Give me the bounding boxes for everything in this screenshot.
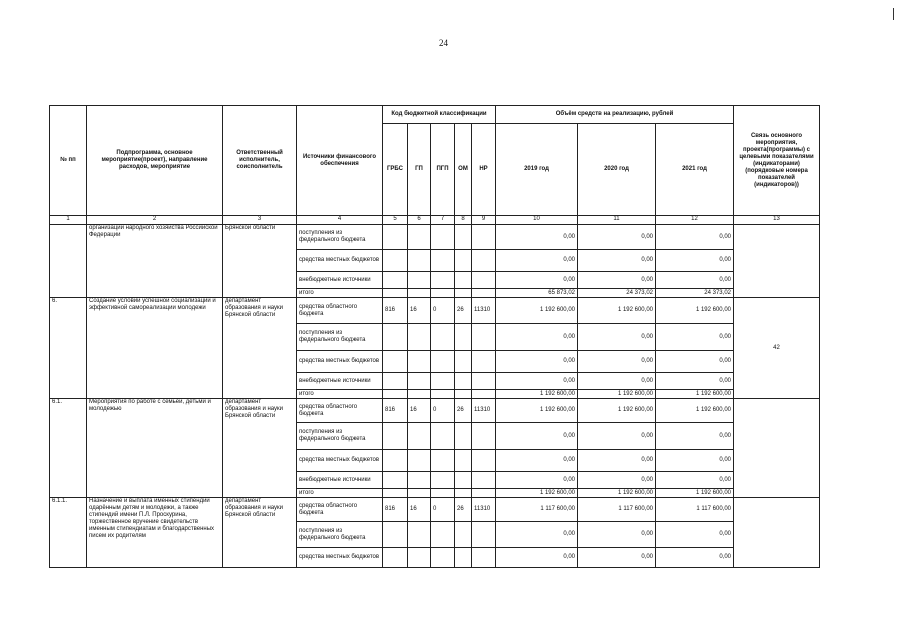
value-2019: 0,00	[496, 250, 578, 272]
row-executor: департамент образования и науки Брянской области	[223, 298, 297, 399]
code-om: 26	[455, 298, 472, 324]
value-2020: 1 192 600,00	[578, 298, 656, 324]
row-source: поступления из федерального бюджета	[297, 423, 383, 450]
value-2020: 0,00	[578, 472, 656, 489]
row-link	[734, 498, 820, 568]
code-grbs: 816	[383, 399, 408, 423]
value-2020: 0,00	[578, 548, 656, 568]
row-name: Мероприятия по работе с семьей, детьми и молодежью	[87, 399, 223, 498]
code-gp: 16	[408, 399, 431, 423]
page-number: 24	[439, 38, 448, 48]
row-source: итого	[297, 489, 383, 498]
column-number: 10	[496, 216, 578, 225]
value-2021: 0,00	[656, 351, 734, 373]
row-source: поступления из федерального бюджета	[297, 324, 383, 351]
value-2021: 0,00	[656, 548, 734, 568]
row-source: внебюджетные источники	[297, 373, 383, 390]
code-grbs: 816	[383, 298, 408, 324]
value-2021: 0,00	[656, 373, 734, 390]
code-pgp: 0	[431, 399, 455, 423]
value-2021: 24 373,02	[656, 289, 734, 298]
header-year-2019: 2019 год	[496, 124, 578, 216]
value-2020: 24 373,02	[578, 289, 656, 298]
column-number: 6	[408, 216, 431, 225]
value-2020: 0,00	[578, 250, 656, 272]
code-nr: 11310	[472, 399, 496, 423]
value-2021: 0,00	[656, 225, 734, 250]
value-2019: 0,00	[496, 522, 578, 548]
row-source: средства областного бюджета	[297, 399, 383, 423]
value-2019: 1 192 600,00	[496, 399, 578, 423]
header-gp: ГП	[408, 124, 431, 216]
scan-edge-mark	[893, 8, 894, 20]
value-2019: 0,00	[496, 351, 578, 373]
value-2019: 1 192 600,00	[496, 390, 578, 399]
header-no: № пп	[50, 106, 87, 216]
column-number: 7	[431, 216, 455, 225]
row-number: 6.	[50, 298, 87, 399]
value-2021: 0,00	[656, 423, 734, 450]
header-link: Связь основного мероприятия, проекта(программы) с целевыми показателями (индикаторами) (порядковые номера показателей (индикаторов))	[734, 106, 820, 216]
value-2019: 0,00	[496, 324, 578, 351]
code-pgp: 0	[431, 298, 455, 324]
value-2019: 1 117 600,00	[496, 498, 578, 522]
value-2020: 0,00	[578, 423, 656, 450]
row-source: средства местных бюджетов	[297, 548, 383, 568]
value-2019: 1 192 600,00	[496, 298, 578, 324]
code-nr: 11310	[472, 498, 496, 522]
value-2020: 0,00	[578, 351, 656, 373]
row-source: итого	[297, 289, 383, 298]
value-2019: 1 192 600,00	[496, 489, 578, 498]
row-link: 42	[734, 298, 820, 399]
row-source: средства местных бюджетов	[297, 450, 383, 472]
header-source: Источники финансового обеспечения	[297, 106, 383, 216]
value-2020: 1 117 600,00	[578, 498, 656, 522]
row-name: Назначение и выплата именных стипендий одарённым детям и молодежи, а также стипендий имени П.Л. Проскурина, торжественное вручение свидетельств именным стипендиатам и благодарственных писем их родителям	[87, 498, 223, 568]
column-number: 13	[734, 216, 820, 225]
value-2019: 0,00	[496, 373, 578, 390]
row-number: 6.1.1.	[50, 498, 87, 568]
value-2021: 1 192 600,00	[656, 390, 734, 399]
row-source: внебюджетные источники	[297, 472, 383, 489]
row-executor: Брянской области	[223, 225, 297, 298]
row-source: средства областного бюджета	[297, 298, 383, 324]
value-2020: 1 192 600,00	[578, 489, 656, 498]
row-name: организаций народного хозяйства Российской Федерации	[87, 225, 223, 298]
column-number: 11	[578, 216, 656, 225]
code-pgp: 0	[431, 498, 455, 522]
row-executor: департамент образования и науки Брянской области	[223, 399, 297, 498]
code-gp: 16	[408, 498, 431, 522]
header-year-2021: 2021 год	[656, 124, 734, 216]
value-2019: 0,00	[496, 548, 578, 568]
value-2021: 1 192 600,00	[656, 298, 734, 324]
row-number: 6.1.	[50, 399, 87, 498]
table-row	[50, 298, 820, 324]
row-source: средства областного бюджета	[297, 498, 383, 522]
column-number: 2	[87, 216, 223, 225]
header-year-2020: 2020 год	[578, 124, 656, 216]
value-2020: 0,00	[578, 450, 656, 472]
row-number	[50, 225, 87, 298]
value-2020: 0,00	[578, 324, 656, 351]
value-2019: 0,00	[496, 225, 578, 250]
header-pgp: ПГП	[431, 124, 455, 216]
column-number: 9	[472, 216, 496, 225]
value-2021: 0,00	[656, 472, 734, 489]
value-2020: 0,00	[578, 272, 656, 289]
header-om: ОМ	[455, 124, 472, 216]
row-source: внебюджетные источники	[297, 272, 383, 289]
header-kbk-group: Код бюджетной классификации	[383, 106, 496, 124]
table-row	[50, 498, 820, 522]
value-2021: 1 192 600,00	[656, 489, 734, 498]
row-link	[734, 399, 820, 498]
value-2021: 1 192 600,00	[656, 399, 734, 423]
column-number: 12	[656, 216, 734, 225]
row-link	[734, 225, 820, 298]
column-number: 8	[455, 216, 472, 225]
value-2021: 1 117 600,00	[656, 498, 734, 522]
value-2019: 65 873,02	[496, 289, 578, 298]
value-2019: 0,00	[496, 450, 578, 472]
value-2021: 0,00	[656, 250, 734, 272]
column-number: 5	[383, 216, 408, 225]
header-volume-group: Объём средств на реализацию, рублей	[496, 106, 734, 124]
row-name: Создание условий успешной социализации и эффективной самореализации молодежи	[87, 298, 223, 399]
column-number: 4	[297, 216, 383, 225]
budget-table	[49, 105, 820, 568]
code-gp: 16	[408, 298, 431, 324]
value-2020: 0,00	[578, 373, 656, 390]
value-2021: 0,00	[656, 272, 734, 289]
column-number: 1	[50, 216, 87, 225]
column-number: 3	[223, 216, 297, 225]
row-executor: департамент образования и науки Брянской области	[223, 498, 297, 568]
header-nr: НР	[472, 124, 496, 216]
value-2019: 0,00	[496, 472, 578, 489]
header-executor: Ответственный исполнитель, соисполнитель	[223, 106, 297, 216]
value-2021: 0,00	[656, 522, 734, 548]
code-grbs: 816	[383, 498, 408, 522]
value-2021: 0,00	[656, 324, 734, 351]
header-name: Подпрограмма, основное мероприятие(проект), направление расходов, мероприятие	[87, 106, 223, 216]
header-grbs: ГРБС	[383, 124, 408, 216]
row-source: поступления из федерального бюджета	[297, 225, 383, 250]
row-source: поступления из федерального бюджета	[297, 522, 383, 548]
value-2020: 0,00	[578, 522, 656, 548]
value-2020: 0,00	[578, 225, 656, 250]
value-2019: 0,00	[496, 423, 578, 450]
row-source: средства местных бюджетов	[297, 351, 383, 373]
table-row	[50, 225, 820, 250]
code-om: 26	[455, 498, 472, 522]
value-2020: 1 192 600,00	[578, 390, 656, 399]
value-2021: 0,00	[656, 450, 734, 472]
row-source: средства местных бюджетов	[297, 250, 383, 272]
table-row	[50, 399, 820, 423]
code-om: 26	[455, 399, 472, 423]
row-source: итого	[297, 390, 383, 399]
code-nr: 11310	[472, 298, 496, 324]
value-2019: 0,00	[496, 272, 578, 289]
value-2020: 1 192 600,00	[578, 399, 656, 423]
